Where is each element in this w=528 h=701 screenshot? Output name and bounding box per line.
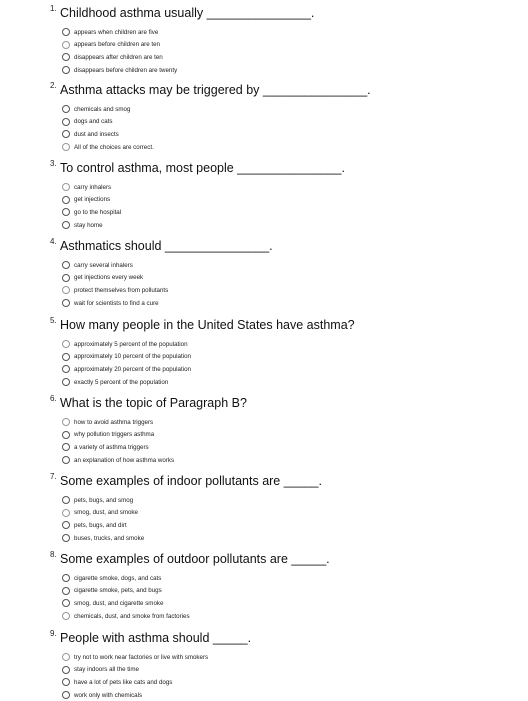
question-text: People with asthma should _____. — [60, 631, 252, 645]
radio-button[interactable] — [62, 28, 70, 36]
answer-label: a variety of asthma triggers — [74, 443, 149, 451]
answer-option[interactable] — [62, 441, 520, 454]
answer-option[interactable] — [62, 194, 520, 207]
answer-label: disappears after children are ten — [74, 53, 163, 61]
radio-button[interactable] — [62, 41, 70, 49]
answer-option[interactable] — [62, 64, 520, 77]
question-header — [50, 6, 520, 24]
answer-option[interactable] — [62, 416, 520, 429]
radio-button[interactable] — [62, 340, 70, 348]
radio-button[interactable] — [62, 274, 70, 282]
answer-options — [50, 416, 520, 466]
question-text: Some examples of outdoor pollutants are _____. — [60, 552, 330, 566]
answer-label: get injections — [74, 196, 111, 204]
answer-label: go to the hospital — [74, 208, 122, 216]
radio-button[interactable] — [62, 208, 70, 216]
radio-button[interactable] — [62, 509, 70, 517]
question-text: To control asthma, most people _______________. — [60, 161, 345, 175]
answer-option[interactable] — [62, 572, 520, 585]
question-text: Asthma attacks may be triggered by _______________. — [60, 83, 371, 97]
answer-option[interactable] — [62, 363, 520, 376]
answer-label: pets, bugs, and smog — [74, 496, 134, 504]
answer-option[interactable] — [62, 689, 520, 701]
answer-option[interactable] — [62, 585, 520, 598]
radio-button[interactable] — [62, 612, 70, 620]
question-number: 6. — [50, 394, 57, 403]
answer-label: approximately 10 percent of the population — [74, 353, 191, 361]
answer-option[interactable] — [62, 532, 520, 545]
answer-label: work only with chemicals — [74, 691, 143, 699]
question-3 — [50, 161, 520, 231]
answer-label: carry several inhalers — [74, 261, 133, 269]
answer-label: have a lot of pets like cats and dogs — [74, 678, 173, 686]
answer-label: dogs and cats — [74, 118, 113, 126]
question-header — [50, 474, 520, 492]
radio-button[interactable] — [62, 353, 70, 361]
question-text: Some examples of indoor pollutants are _____. — [60, 474, 322, 488]
answer-option[interactable] — [62, 116, 520, 129]
radio-button[interactable] — [62, 53, 70, 61]
question-text: What is the topic of Paragraph B? — [60, 396, 247, 410]
answer-label: stay indoors all the time — [74, 666, 139, 674]
answer-options — [50, 572, 520, 622]
answer-label: how to avoid asthma triggers — [74, 418, 154, 426]
question-8 — [50, 552, 520, 622]
radio-button[interactable] — [62, 183, 70, 191]
question-number: 3. — [50, 159, 57, 168]
answer-label: approximately 20 percent of the population — [74, 365, 191, 373]
question-number: 2. — [50, 81, 57, 90]
answer-label: All of the choices are correct. — [74, 143, 154, 151]
radio-button[interactable] — [62, 587, 70, 595]
radio-button[interactable] — [62, 521, 70, 529]
question-9 — [50, 631, 520, 701]
question-text: Asthmatics should _______________. — [60, 239, 273, 253]
question-header — [50, 161, 520, 179]
answer-option[interactable] — [62, 297, 520, 310]
answer-options — [50, 103, 520, 153]
answer-label: smog, dust, and smoke — [74, 509, 138, 517]
radio-button[interactable] — [62, 286, 70, 294]
answer-option[interactable] — [62, 376, 520, 389]
radio-button[interactable] — [62, 365, 70, 373]
answer-label: buses, trucks, and smoke — [74, 534, 145, 542]
radio-button[interactable] — [62, 378, 70, 386]
answer-label: get injections every week — [74, 274, 144, 282]
radio-button[interactable] — [62, 118, 70, 126]
question-header — [50, 318, 520, 336]
answer-label: stay home — [74, 221, 103, 229]
radio-button[interactable] — [62, 653, 70, 661]
answer-label: disappears before children are twenty — [74, 66, 178, 74]
radio-button[interactable] — [62, 456, 70, 464]
radio-button[interactable] — [62, 196, 70, 204]
question-number: 4. — [50, 237, 57, 246]
answer-option[interactable] — [62, 519, 520, 532]
answer-label: chemicals, dust, and smoke from factories — [74, 612, 190, 620]
answer-option[interactable] — [62, 597, 520, 610]
question-number: 9. — [50, 629, 57, 638]
answer-option[interactable] — [62, 664, 520, 677]
question-number: 5. — [50, 316, 57, 325]
answer-label: why pollution triggers asthma — [74, 431, 155, 439]
question-4 — [50, 239, 520, 309]
question-header — [50, 239, 520, 257]
radio-button[interactable] — [62, 666, 70, 674]
answer-option[interactable] — [62, 51, 520, 64]
radio-button[interactable] — [62, 443, 70, 451]
answer-label: approximately 5 percent of the population — [74, 340, 188, 348]
answer-option[interactable] — [62, 429, 520, 442]
radio-button[interactable] — [62, 534, 70, 542]
question-1 — [50, 6, 520, 76]
question-header — [50, 396, 520, 414]
question-6 — [50, 396, 520, 466]
radio-button[interactable] — [62, 143, 70, 151]
answer-label: smog, dust, and cigarette smoke — [74, 599, 164, 607]
answer-option[interactable] — [62, 272, 520, 285]
answer-label: cigarette smoke, dogs, and cats — [74, 574, 162, 582]
answer-options — [50, 494, 520, 544]
radio-button[interactable] — [62, 678, 70, 686]
question-7 — [50, 474, 520, 544]
answer-option[interactable] — [62, 181, 520, 194]
answer-option[interactable] — [62, 351, 520, 364]
question-5 — [50, 318, 520, 388]
question-number: 8. — [50, 550, 57, 559]
answer-option[interactable] — [62, 284, 520, 297]
answer-label: try not to work near factories or live with smokers — [74, 653, 209, 661]
radio-button[interactable] — [62, 66, 70, 74]
answer-option[interactable] — [62, 259, 520, 272]
answer-option[interactable] — [62, 206, 520, 219]
answer-option[interactable] — [62, 128, 520, 141]
answer-options — [50, 259, 520, 309]
question-number: 7. — [50, 472, 57, 481]
answer-option[interactable] — [62, 676, 520, 689]
radio-button[interactable] — [62, 599, 70, 607]
answer-option[interactable] — [62, 610, 520, 623]
question-text: How many people in the United States have asthma? — [60, 318, 355, 332]
radio-button[interactable] — [62, 299, 70, 307]
radio-button[interactable] — [62, 691, 70, 699]
answer-option[interactable] — [62, 651, 520, 664]
radio-button[interactable] — [62, 431, 70, 439]
answer-options — [50, 181, 520, 231]
answer-label: protect themselves from pollutants — [74, 286, 169, 294]
question-text: Childhood asthma usually _______________. — [60, 6, 315, 20]
radio-button[interactable] — [62, 418, 70, 426]
answer-label: carry inhalers — [74, 183, 112, 191]
answer-option[interactable] — [62, 507, 520, 520]
question-header — [50, 552, 520, 570]
answer-option[interactable] — [62, 39, 520, 52]
answer-option[interactable] — [62, 494, 520, 507]
answer-options — [50, 338, 520, 388]
question-header — [50, 631, 520, 649]
answer-option[interactable] — [62, 219, 520, 232]
answer-label: pets, bugs, and dirt — [74, 521, 127, 529]
question-2 — [50, 83, 520, 153]
radio-button[interactable] — [62, 496, 70, 504]
radio-button[interactable] — [62, 130, 70, 138]
question-header — [50, 83, 520, 101]
answer-label: exactly 5 percent of the population — [74, 378, 169, 386]
answer-option[interactable] — [62, 103, 520, 116]
answer-label: wait for scientists to find a cure — [74, 299, 159, 307]
answer-option[interactable] — [62, 26, 520, 39]
radio-button[interactable] — [62, 105, 70, 113]
radio-button[interactable] — [62, 261, 70, 269]
question-number: 1. — [50, 4, 57, 13]
answer-label: chemicals and smog — [74, 105, 131, 113]
radio-button[interactable] — [62, 574, 70, 582]
answer-label: appears before children are ten — [74, 41, 160, 49]
answer-options — [50, 26, 520, 76]
answer-label: an explanation of how asthma works — [74, 456, 175, 464]
answer-options — [50, 651, 520, 701]
answer-option[interactable] — [62, 141, 520, 154]
answer-option[interactable] — [62, 454, 520, 467]
radio-button[interactable] — [62, 221, 70, 229]
answer-label: cigarette smoke, pets, and bugs — [74, 587, 162, 595]
answer-label: appears when children are five — [74, 28, 159, 36]
answer-label: dust and insects — [74, 130, 119, 138]
answer-option[interactable] — [62, 338, 520, 351]
